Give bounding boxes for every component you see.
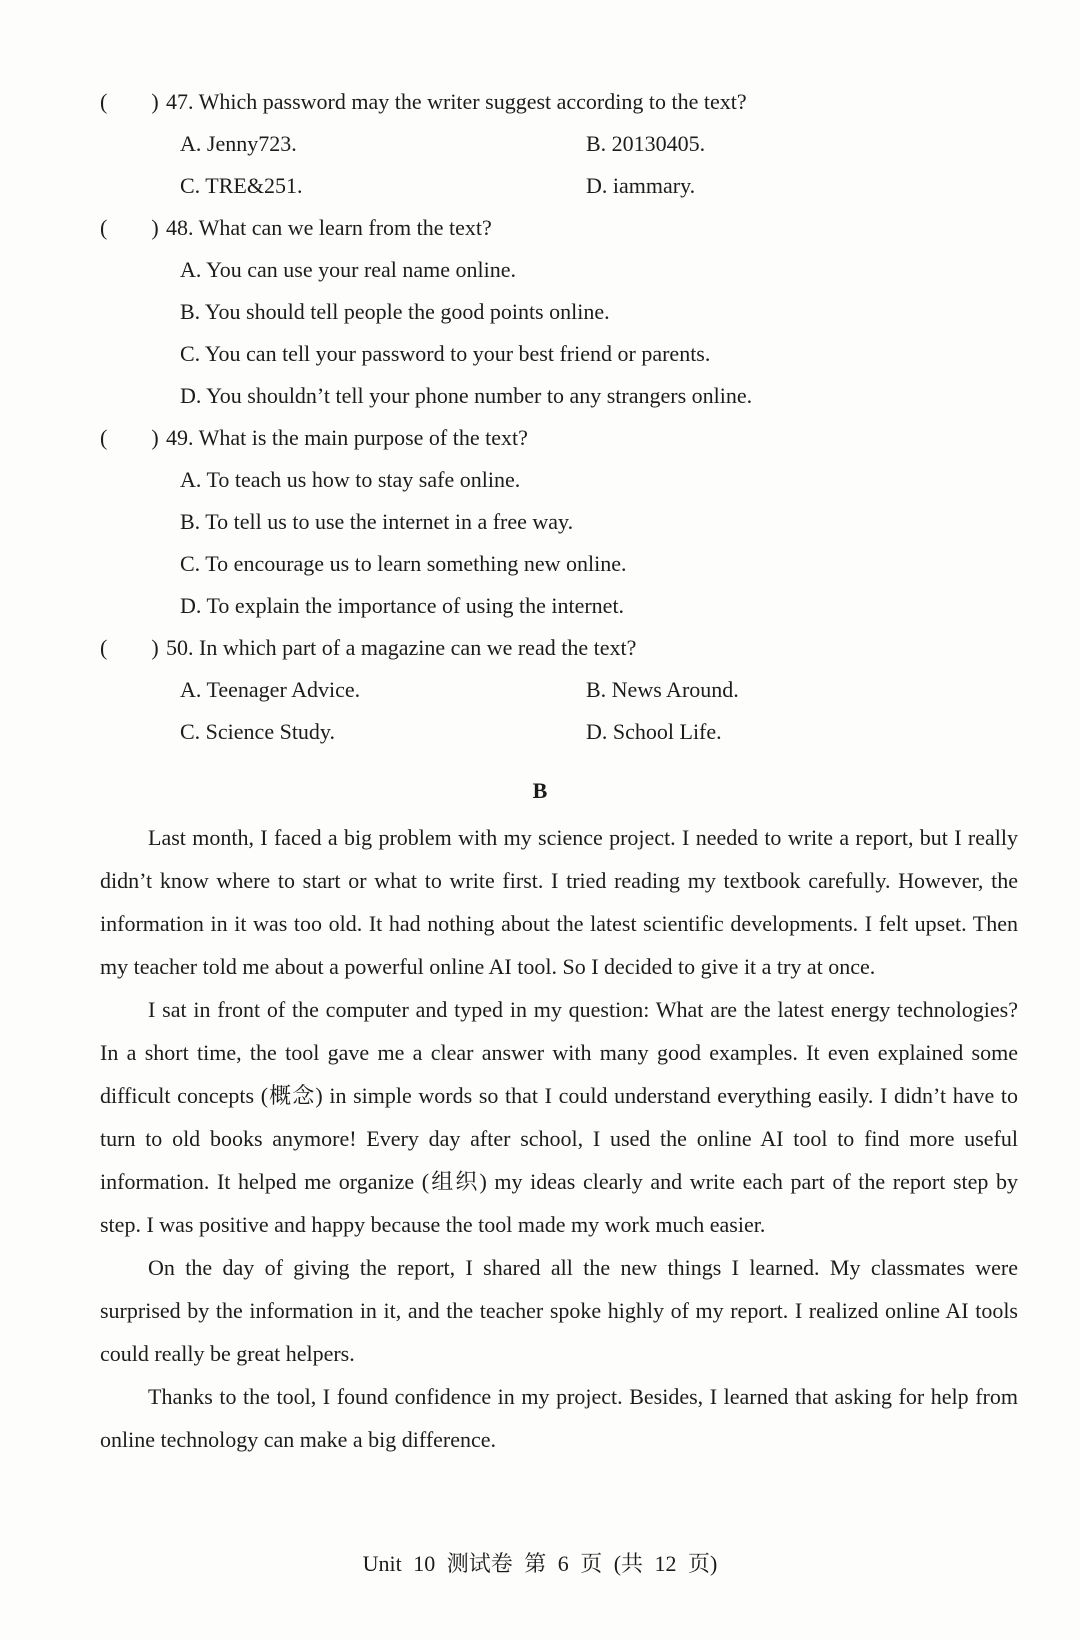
option-c: C. To encourage us to learn something new online. <box>180 551 627 576</box>
question-50 <box>100 632 980 672</box>
option-d: D. You shouldn’t tell your phone number to any strangers online. <box>180 383 753 408</box>
option-a: A. To teach us how to stay safe online. <box>180 467 521 492</box>
option-c: C. Science Study. <box>180 719 335 744</box>
answer-bracket: ( ) <box>100 215 159 240</box>
passage-paragraph: On the day of giving the report, I shared all the new things I learned. My classmates were surprised by the information in it, and the teacher spoke highly of my report. I realized online AI tools could really be great helpers. <box>100 1255 1018 1366</box>
answer-bracket: ( ) <box>100 89 159 114</box>
passage-paragraph: Thanks to the tool, I found confidence in my project. Besides, I learned that asking for help from online technology can make a big difference. <box>100 1384 1018 1452</box>
option-b: B. 20130405. <box>586 131 706 156</box>
option-a: A. You can use your real name online. <box>180 257 517 282</box>
option-b: B. News Around. <box>586 677 739 702</box>
question-48 <box>100 212 980 252</box>
answer-bracket: ( ) <box>100 635 159 660</box>
question-47 <box>100 86 980 126</box>
question-stem: 48. What can we learn from the text? <box>166 215 492 240</box>
option-d: D. To explain the importance of using the internet. <box>180 593 625 618</box>
option-b: B. To tell us to use the internet in a free way. <box>180 509 574 534</box>
option-a: A. Jenny723. <box>180 131 297 156</box>
section-title: B <box>532 778 548 803</box>
option-d: D. School Life. <box>586 719 722 744</box>
question-stem: 49. What is the main purpose of the text? <box>166 425 528 450</box>
question-stem: 47. Which password may the writer suggest according to the text? <box>166 89 747 114</box>
option-c: C. You can tell your password to your best friend or parents. <box>180 341 711 366</box>
page-footer: Unit 10 测试卷 第 6 页 (共 12 页) <box>362 1551 718 1576</box>
passage-paragraph: Last month, I faced a big problem with my science project. I needed to write a report, but I really didn’t know where to start or what to write first. I tried reading my textbook carefully. However, the information in it was too old. It had nothing about the latest scientific developments. I felt upset. Then my teacher told me about a powerful online AI tool. So I decided to give it a try at once. <box>100 825 1018 979</box>
option-d: D. iammary. <box>586 173 696 198</box>
answer-bracket: ( ) <box>100 425 159 450</box>
option-a: A. Teenager Advice. <box>180 677 361 702</box>
question-49 <box>100 422 980 462</box>
question-stem: 50. In which part of a magazine can we read the text? <box>166 635 637 660</box>
passage-paragraph: I sat in front of the computer and typed in my question: What are the latest energy technologies? In a short time, the tool gave me a clear answer with many good examples. It even explained some difficult concepts (概念) in simple words so that I could understand everything easily. I didn’t have to turn to old books anymore! Every day after school, I used the online AI tool to find more useful information. It helped me organize (组织) my ideas clearly and write each part of the report step by step. I was positive and happy because the tool made my work much easier. <box>100 997 1018 1237</box>
option-b: B. You should tell people the good points online. <box>180 299 610 324</box>
reading-passage <box>100 816 1018 1461</box>
option-c: C. TRE&251. <box>180 173 303 198</box>
